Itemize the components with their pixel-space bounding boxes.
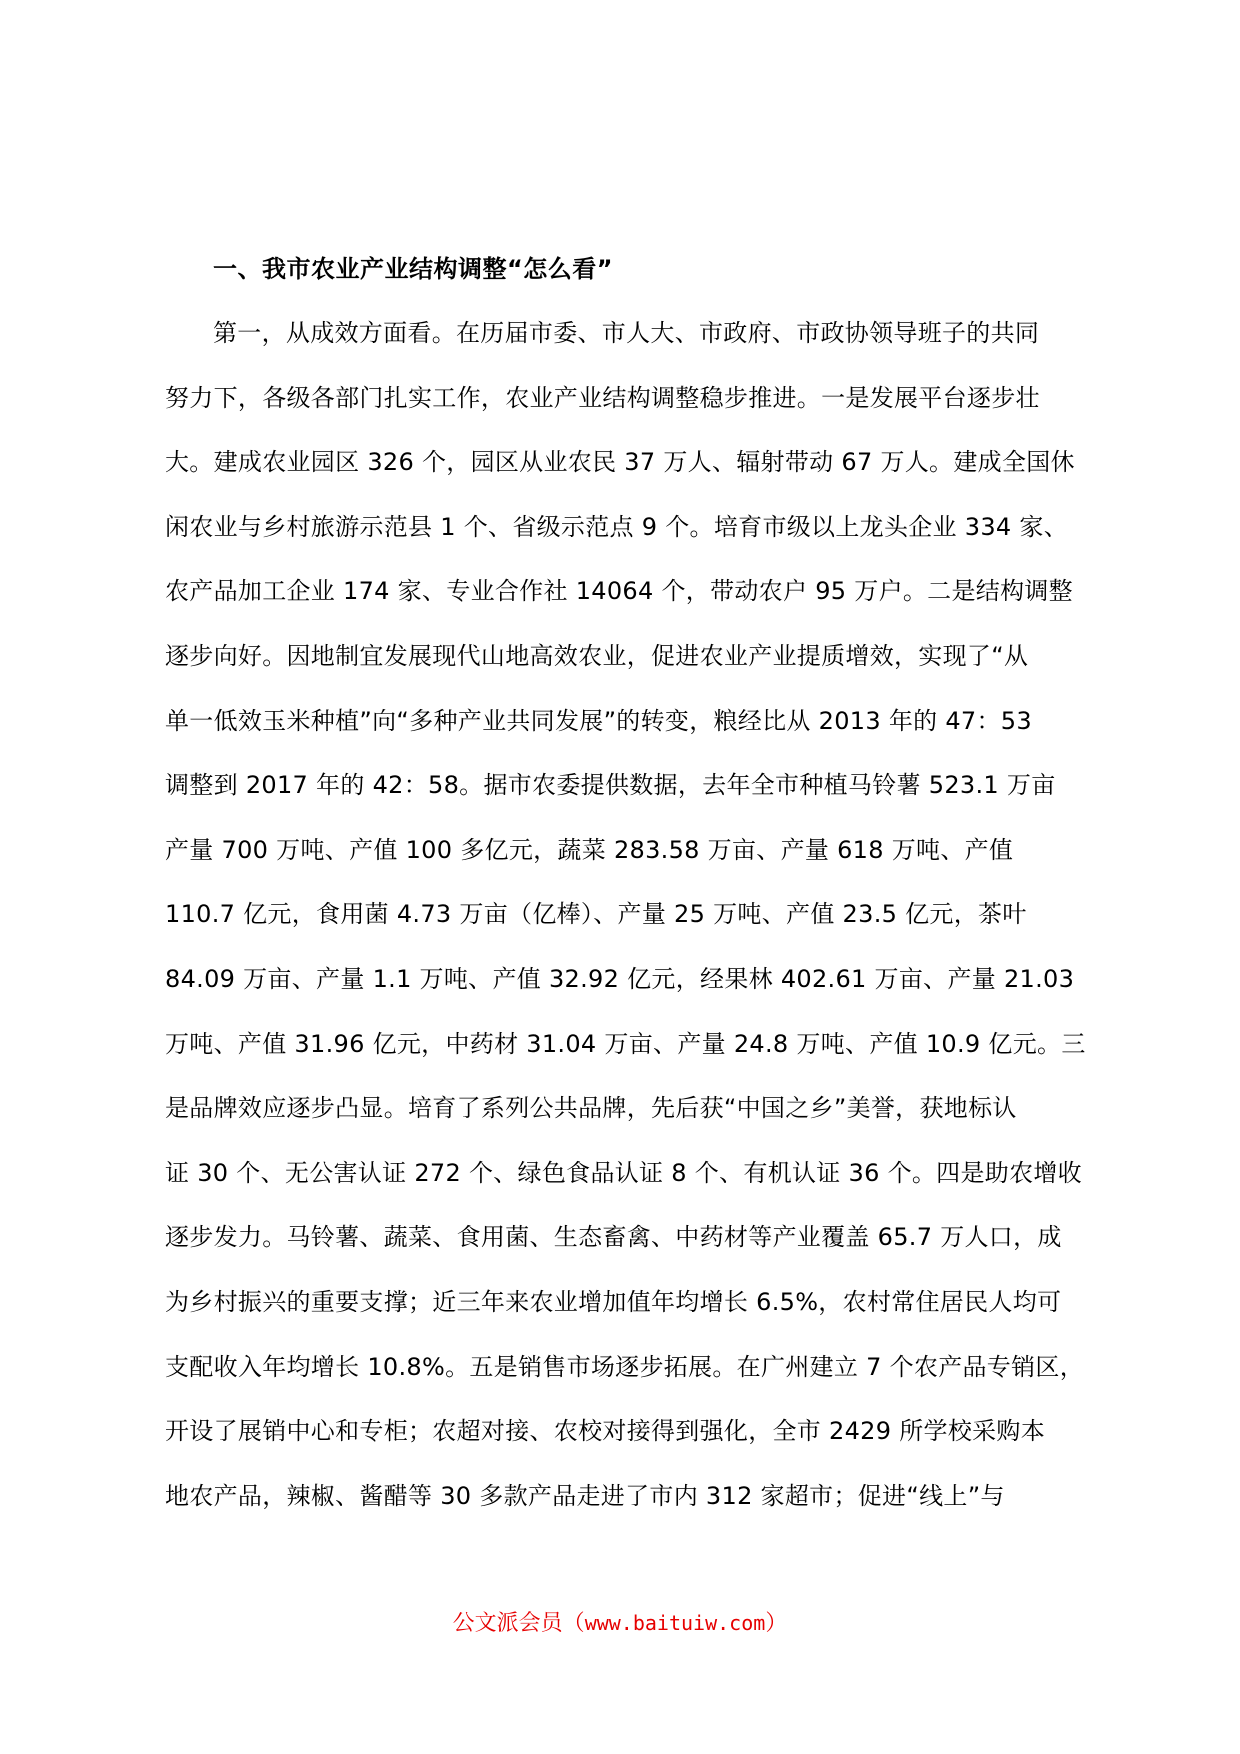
paragraph-line: 支配收入年均增长 10.8%。五是销售市场逐步拓展。在广州建立 7 个农产品专销区， bbox=[165, 1352, 1084, 1381]
paragraph-line: 开设了展销中心和专柜；农超对接、农校对接得到强化，全市 2429 所学校采购本 bbox=[165, 1417, 1046, 1446]
paragraph-line: 逐步向好。因地制宜发展现代山地高效农业，促进农业产业提质增效，实现了“从 bbox=[165, 641, 1029, 670]
paragraph-line: 农产品加工企业 174 家、专业合作社 14064 个，带动农户 95 万户。二是结构调整 bbox=[165, 577, 1073, 606]
paragraph-line: 地农产品，辣椒、酱醋等 30 多款产品走进了市内 312 家超市；促进“线上”与 bbox=[165, 1481, 1005, 1510]
paragraph-line: 单一低效玉米种植”向“多种产业共同发展”的转变，粮经比从 2013 年的 47：53 bbox=[165, 706, 1032, 735]
paragraph-line: 为乡村振兴的重要支撑；近三年来农业增加值年均增长 6.5%，农村常住居民人均可 bbox=[165, 1287, 1062, 1316]
paragraph-line: 调整到 2017 年的 42：58。据市农委提供数据，去年全市种植马铃薯 523.1 万亩 bbox=[165, 771, 1056, 800]
footer-watermark bbox=[0, 1608, 1240, 1639]
paragraph-line: 110.7 亿元，食用菌 4.73 万亩（亿棒）、产量 25 万吨、产值 23.5 亿元，茶叶 bbox=[165, 900, 1027, 929]
body-paragraph bbox=[165, 315, 1125, 1542]
paragraph-line: 大。建成农业园区 326 个，园区从业农民 37 万人、辐射带动 67 万人。建成全国休 bbox=[165, 448, 1075, 477]
footer-closing-paren: ） bbox=[765, 1611, 788, 1636]
paragraph-line: 逐步发力。马铃薯、蔬菜、食用菌、生态畜禽、中药材等产业覆盖 65.7 万人口，成 bbox=[165, 1223, 1062, 1252]
paragraph-line: 证 30 个、无公害认证 272 个、绿色食品认证 8 个、有机认证 36 个。四是助农增收 bbox=[165, 1158, 1082, 1187]
paragraph-line: 万吨、产值 31.96 亿元，中药材 31.04 万亩、产量 24.8 万吨、产值 10.9 亿元。三 bbox=[165, 1029, 1086, 1058]
section-heading: 一、我市农业产业结构调整“怎么看” bbox=[213, 255, 614, 283]
paragraph-line: 努力下，各级各部门扎实工作，农业产业结构调整稳步推进。一是发展平台逐步壮 bbox=[165, 383, 1040, 412]
paragraph-line: 84.09 万亩、产量 1.1 万吨、产值 32.92 亿元，经果林 402.61 万亩、产量 21.03 bbox=[165, 964, 1075, 993]
paragraph-line: 闲农业与乡村旅游示范县 1 个、省级示范点 9 个。培育市级以上龙头企业 334 家、 bbox=[165, 512, 1069, 541]
paragraph-line: 是品牌效应逐步凸显。培育了系列公共品牌，先后获“中国之乡”美誉，获地标认 bbox=[165, 1094, 1017, 1123]
paragraph-line: 第一，从成效方面看。在历届市委、市人大、市政府、市政协领导班子的共同 bbox=[213, 319, 1040, 347]
footer-url-link[interactable]: www.baituiw.com bbox=[584, 1611, 766, 1635]
paragraph-line: 产量 700 万吨、产值 100 多亿元，蔬菜 283.58 万亩、产量 618 万吨、产值 bbox=[165, 835, 1014, 864]
footer-label: 公文派会员（ bbox=[452, 1611, 585, 1636]
